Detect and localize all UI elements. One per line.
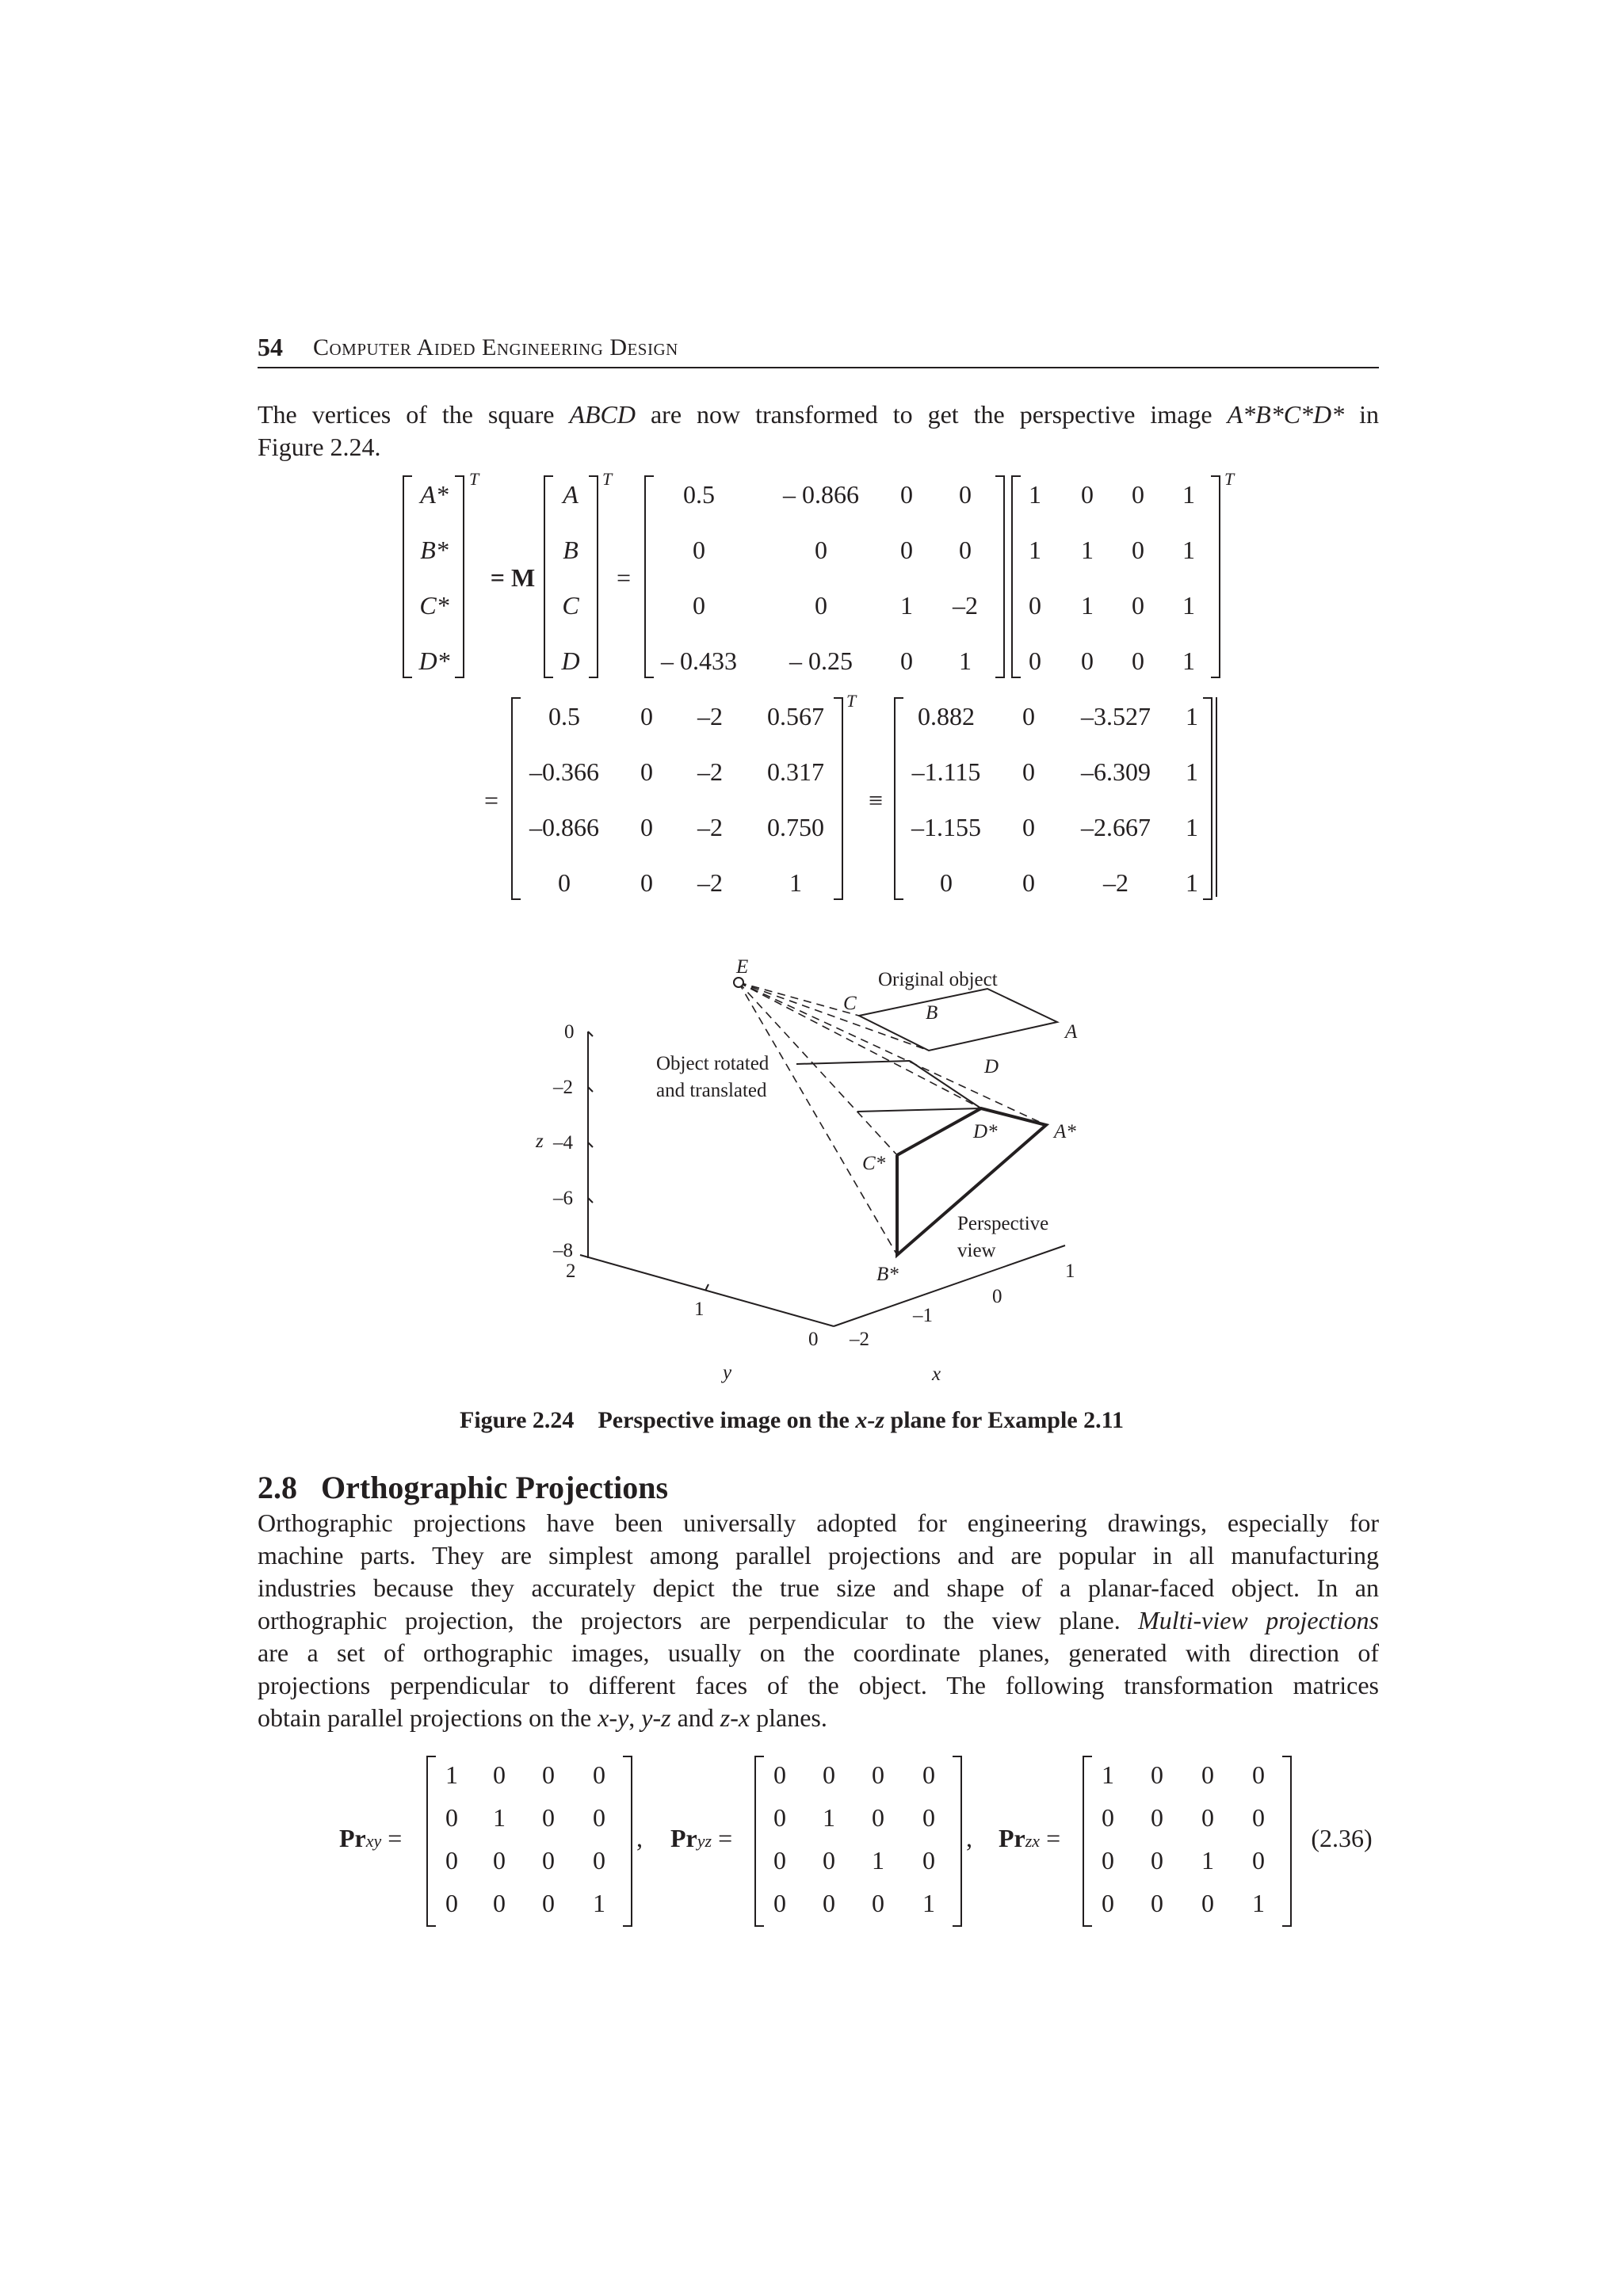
matrix-cell: 0 — [815, 536, 827, 564]
matrix-cell: 0 — [445, 1889, 458, 1917]
matrix-cell: 0 — [445, 1846, 458, 1875]
body-line: machine parts. They are simplest among parallel projections and are popular in all manufacturing — [258, 1541, 1379, 1569]
z-tick: –8 — [553, 1240, 573, 1261]
header-rule — [258, 367, 1379, 368]
bracket-right — [623, 1756, 632, 1927]
x-axis-label: x — [932, 1363, 941, 1385]
matrix-cell: 0 — [1081, 646, 1094, 675]
bracket-left — [426, 1756, 436, 1927]
matrix-cell: 0 — [1151, 1760, 1163, 1789]
matrix-cell: 0 — [773, 1889, 786, 1917]
matrix-cell: 0.5 — [683, 480, 715, 509]
label-C-star: C* — [862, 1153, 886, 1174]
body-paragraph — [258, 1507, 1379, 1734]
matrix-cell: 0.5 — [548, 702, 580, 730]
bracket-right — [1203, 697, 1212, 900]
original-object — [859, 989, 1057, 1051]
bracket-right — [995, 475, 1005, 678]
bracket-right — [589, 475, 598, 678]
matrix-cell: 0 — [593, 1803, 605, 1832]
matrix-cell: 0.750 — [767, 813, 824, 841]
matrix-cell: 1 — [1186, 757, 1198, 786]
matrix-cell: 0 — [1102, 1846, 1114, 1875]
section-heading — [258, 1469, 668, 1506]
matrix-cell: 1 — [1102, 1760, 1114, 1789]
matrix-cell: 0 — [542, 1760, 555, 1789]
matrix-cell: 0.317 — [767, 757, 824, 786]
matrix-cell: 1 — [900, 591, 913, 620]
bracket-right — [1282, 1756, 1292, 1927]
matrix-cell: 0 — [1132, 480, 1144, 509]
label-C: C — [843, 993, 857, 1014]
matrix-cell: 0 — [900, 536, 913, 564]
lhs-cell: D* — [418, 646, 450, 675]
matrix-cell: – 0.866 — [783, 480, 859, 509]
matrix-cell: 0 — [1132, 646, 1144, 675]
projector — [739, 982, 929, 1051]
matrix-cell: 0 — [493, 1846, 506, 1875]
label-A: A — [1065, 1021, 1078, 1043]
matrix-cell: 0 — [1252, 1760, 1265, 1789]
matrix-cell: 0 — [1102, 1889, 1114, 1917]
matrix-cell: 0 — [1201, 1760, 1214, 1789]
matrix-cell: 0 — [493, 1760, 506, 1789]
label-perspective-1: Perspective — [957, 1213, 1049, 1234]
matrix-cell: 0 — [1252, 1846, 1265, 1875]
bracket-right — [953, 1756, 962, 1927]
matrix-cell: 1 — [1029, 536, 1041, 564]
matrix-cell: –2.667 — [1081, 813, 1151, 841]
label-D-star: D* — [973, 1121, 998, 1142]
matrix-cell: 0 — [1022, 757, 1035, 786]
comma: , — [966, 1824, 972, 1852]
matrix-cell: 0.567 — [767, 702, 824, 730]
matrix-cell: –1.115 — [911, 757, 981, 786]
equals-sign: = — [483, 786, 499, 814]
matrix-cell: –0.366 — [529, 757, 599, 786]
label-E: E — [736, 956, 749, 978]
matrix-cell: 0 — [922, 1803, 935, 1832]
body-line: projections perpendicular to different faces of the object. The following transformation matrices — [258, 1671, 1379, 1699]
bracket-left — [544, 475, 553, 678]
pr-zx-label: Przx = — [999, 1824, 1061, 1852]
lhs-cell: B* — [420, 536, 449, 564]
matrix-cell: 0 — [815, 591, 827, 620]
matrix-cell: 0 — [640, 757, 653, 786]
matrix-cell: 1 — [1182, 536, 1195, 564]
matrix-cell: 0 — [1029, 591, 1041, 620]
bracket-right — [834, 697, 843, 900]
matrix-cell: 1 — [1029, 480, 1041, 509]
label-original: Original object — [878, 969, 998, 990]
matrix-cell: 0 — [593, 1760, 605, 1789]
z-tick: –6 — [553, 1188, 573, 1209]
figure-2-24 — [475, 935, 1189, 1394]
body-line: orthographic projection, the projectors are perpendicular to the view plane. Multi-view projections — [258, 1606, 1380, 1634]
label-rotated-2: and translated — [656, 1080, 767, 1101]
matrix-cell: 1 — [1182, 646, 1195, 675]
z-tick: –2 — [553, 1077, 573, 1098]
matrix-cell: 0 — [640, 702, 653, 730]
mid-cell: A — [563, 480, 579, 509]
matrix-cell: 0 — [959, 480, 972, 509]
matrix-cell: 0 — [922, 1760, 935, 1789]
matrix-cell: 0 — [1081, 480, 1094, 509]
matrix-cell: 0 — [773, 1803, 786, 1832]
matrix-cell: 1 — [1081, 591, 1094, 620]
matrix-cell: 1 — [789, 868, 802, 897]
matrix-cell: 0 — [493, 1889, 506, 1917]
running-header — [258, 333, 283, 362]
body-line: industries because they accurately depict the true size and shape of a planar-faced object. In an — [258, 1573, 1379, 1602]
lhs-cell: A* — [420, 480, 449, 509]
matrix-cell: 0 — [593, 1846, 605, 1875]
intro-line-2: Figure 2.24. — [258, 433, 381, 461]
matrix-cell: 1 — [1182, 591, 1195, 620]
y-axis-label: y — [723, 1362, 732, 1383]
bracket-extra-bar — [1216, 697, 1217, 897]
matrix-cell: –0.866 — [529, 813, 599, 841]
bracket-right — [1211, 475, 1220, 678]
label-B-star: B* — [876, 1264, 899, 1285]
matrix-cell: –3.527 — [1081, 702, 1151, 730]
intro-paragraph — [258, 399, 1379, 463]
rotated-edge — [910, 1061, 981, 1108]
matrix-cell: 1 — [1186, 702, 1198, 730]
z-tick: 0 — [564, 1021, 575, 1043]
bracket-left — [754, 1756, 764, 1927]
matrix-cell: 0 — [773, 1846, 786, 1875]
matrix-cell: 0 — [900, 646, 913, 675]
matrix-cell: 0 — [542, 1889, 555, 1917]
matrix-cell: 0 — [542, 1803, 555, 1832]
y-tick: 0 — [808, 1329, 819, 1350]
equals-m: = M — [490, 563, 536, 592]
matrix-cell: 0 — [542, 1846, 555, 1875]
matrix-cell: 0 — [693, 591, 705, 620]
z-axis-label: z — [536, 1131, 544, 1152]
matrix-cell: – 0.25 — [789, 646, 853, 675]
matrix-cell: –1.155 — [911, 813, 981, 841]
matrix-cell: 0 — [823, 1846, 835, 1875]
body-line: obtain parallel projections on the x-y, y-z and z-x planes. — [258, 1703, 827, 1732]
matrix-cell: 0 — [1201, 1889, 1214, 1917]
matrix-cell: –2 — [697, 813, 723, 841]
matrix-cell: 0 — [940, 868, 953, 897]
mid-cell: C — [562, 591, 579, 620]
x-tick: –2 — [850, 1329, 869, 1350]
matrix-cell: 1 — [1186, 813, 1198, 841]
matrix-cell: 0 — [1132, 536, 1144, 564]
matrix-cell: 0 — [1201, 1803, 1214, 1832]
matrix-cell: –2 — [697, 868, 723, 897]
matrix-cell: 0 — [872, 1760, 884, 1789]
x-tick: –1 — [913, 1305, 933, 1326]
x-tick: 0 — [992, 1286, 1002, 1307]
matrix-cell: 1 — [1252, 1889, 1265, 1917]
bracket-left — [511, 697, 521, 900]
tick — [705, 1284, 708, 1291]
matrix-cell: 1 — [493, 1803, 506, 1832]
matrix-cell: 0 — [900, 480, 913, 509]
label-D: D — [984, 1056, 999, 1077]
comma: , — [636, 1824, 643, 1852]
matrix-cell: 0 — [693, 536, 705, 564]
figure-number: Figure 2.24 — [460, 1407, 575, 1433]
projector — [739, 982, 1046, 1125]
section-number: 2.8 — [258, 1470, 297, 1505]
matrix-cell: –6.309 — [1081, 757, 1151, 786]
body-line: are a set of orthographic images, usually on the coordinate planes, generated with direction of — [258, 1638, 1379, 1667]
rotated-edge — [857, 1108, 981, 1112]
matrix-cell: 0 — [823, 1889, 835, 1917]
matrix-cell: 0 — [872, 1889, 884, 1917]
matrix-cell: 0 — [1252, 1803, 1265, 1832]
label-A-star: A* — [1054, 1121, 1076, 1142]
matrix-cell: 1 — [1201, 1846, 1214, 1875]
matrix-cell: 0 — [1022, 813, 1035, 841]
page-number: 54 — [258, 333, 283, 361]
equation-number: (2.36) — [1311, 1824, 1373, 1852]
intro-line-1: The vertices of the square ABCD are now transformed to get the perspective image A*B*C*D* in — [258, 400, 1380, 429]
pr-xy-label: Prxy = — [339, 1824, 403, 1852]
lhs-cell: C* — [419, 591, 449, 620]
matrix-cell: 0 — [640, 813, 653, 841]
transpose-label: T — [846, 691, 857, 711]
mid-cell: D — [561, 646, 580, 675]
matrix-cell: 0 — [1151, 1846, 1163, 1875]
transpose-label: T — [469, 469, 479, 489]
matrix-cell: 1 — [1081, 536, 1094, 564]
transpose-label: T — [602, 469, 613, 489]
matrix-cell: 1 — [823, 1803, 835, 1832]
body-line: Orthographic projections have been universally adopted for engineering drawings, especially for — [258, 1508, 1379, 1537]
matrix-cell: 0 — [872, 1803, 884, 1832]
matrix-cell: –2 — [953, 591, 978, 620]
matrix-cell: 0 — [1029, 646, 1041, 675]
matrix-cell: 1 — [922, 1889, 935, 1917]
section-title: Orthographic Projections — [321, 1470, 669, 1505]
matrix-cell: 1 — [1182, 480, 1195, 509]
matrix-cell: – 0.433 — [661, 646, 737, 675]
matrix-cell: 1 — [872, 1846, 884, 1875]
label-B: B — [926, 1002, 938, 1024]
label-perspective-2: view — [957, 1240, 996, 1261]
matrix-cell: 0 — [640, 868, 653, 897]
y-axis — [580, 1255, 834, 1326]
y-tick: 1 — [694, 1299, 705, 1320]
bracket-left — [1083, 1756, 1092, 1927]
projector — [739, 982, 859, 1016]
matrix-cell: 1 — [593, 1889, 605, 1917]
equals-sign: = — [616, 563, 632, 592]
matrix-cell: 0 — [1151, 1889, 1163, 1917]
matrix-cell: –2 — [697, 757, 723, 786]
matrix-cell: 0.882 — [918, 702, 975, 730]
x-tick: 1 — [1065, 1261, 1075, 1282]
matrix-cell: 0 — [773, 1760, 786, 1789]
mid-cell: B — [563, 536, 579, 564]
figure-caption: Figure 2.24 Perspective image on the x-z plane for Example 2.11 — [460, 1407, 1124, 1433]
matrix-cell: 0 — [558, 868, 571, 897]
matrix-cell: 1 — [959, 646, 972, 675]
transpose-label: T — [1224, 469, 1235, 489]
eye-point — [734, 978, 743, 987]
running-title: Computer Aided Engineering Design — [313, 334, 678, 360]
matrix-cell: 0 — [959, 536, 972, 564]
y-tick: 2 — [566, 1261, 576, 1282]
matrix-cell: 0 — [1022, 702, 1035, 730]
equivalent-sign: ≡ — [868, 786, 884, 814]
pr-yz-label: Pryz = — [670, 1824, 733, 1852]
z-tick: –4 — [553, 1132, 573, 1154]
label-rotated-1: Object rotated — [656, 1053, 769, 1074]
matrix-cell: 0 — [1022, 868, 1035, 897]
matrix-cell: 0 — [823, 1760, 835, 1789]
x-axis — [834, 1245, 1065, 1326]
matrix-cell: 0 — [1102, 1803, 1114, 1832]
matrix-cell: 0 — [1151, 1803, 1163, 1832]
matrix-cell: 0 — [1132, 591, 1144, 620]
matrix-cell: 1 — [445, 1760, 458, 1789]
matrix-cell: 0 — [922, 1846, 935, 1875]
matrix-cell: 0 — [445, 1803, 458, 1832]
matrix-cell: –2 — [1103, 868, 1128, 897]
matrix-cell: 1 — [1186, 868, 1198, 897]
matrix-cell: –2 — [697, 702, 723, 730]
